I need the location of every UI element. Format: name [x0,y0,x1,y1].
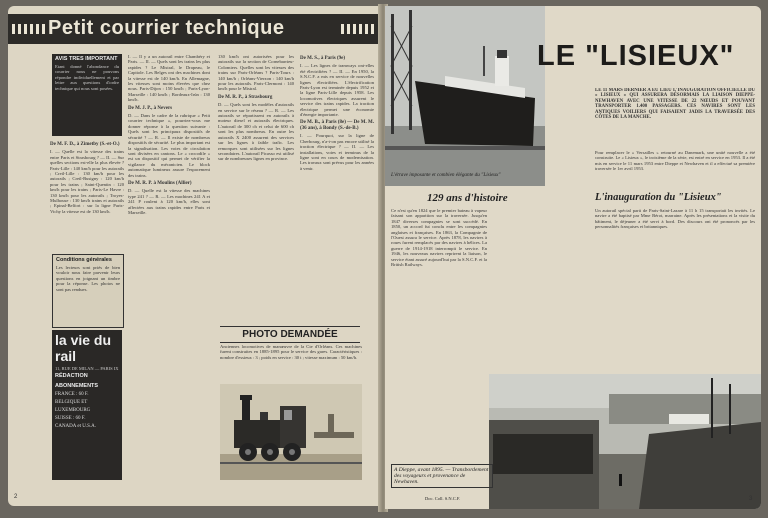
column-2-text: I. — Il y a un autorail entre Chambéry et Paris. — II. — Quels sont les trains les plus rapides ? Le Mistral, le Drapeau, le Capitole. Les Belges ont des machines dont la vitesse est de 140 km/h. En Allemagne, les vitesses sont moins élevées que chez nous. Paris-Dijon : 150 km/h ; Paris-Lyon-Marseille : 140 km/h ; Bordeaux-Irún : 130 km/h. [128,54,210,103]
history-column-1: Ce n'est qu'en 1824 que le premier bateau à vapeur faisant son apparition sur la traversée. Jusqu'en 1847 diverses compagnies se sont succédé. En 1850, un accord fut conclu entre les compagnies anglaises et françaises. En 1863, la Compagnie de l'Ouest assura le service. Après 1878, les navires à roues furent remplacés par des navires à hélices. La guerre de 1914-1918 interrompit le service. En 1946, les nouveaux navires reprirent la liaison, le service étant assuré aujourd'hui par la S.N.C.F. et la British Railways. [391,208,487,268]
column-3-text: 130 km/h ont autorisées pour les autorails sur la section de Cornebarrieu-Colomiers. Quelles sont les vitesses des trains sur Paris-Orléans ? Paris-Tours : 140 km/h ; Orléans-Vierzon : 140 km/h pour les autorails. Paris-Clermont : 140 km/h pour le Mistral. [218,54,294,92]
column-4-question: De M. S., à Paris (9e) [300,56,345,61]
inauguration-text: Un autorail spécial parti de Paris-Saint-Lazare à 11 h 15 transportait les invités. Le navire a été baptisé par Mme Bérot, marraine. Après les présentations et la visite du bâtiment, le déjeuner a été servi à bord. Des discours ont été prononcés par les personnalités françaises et britanniques. [595,208,755,230]
column-4-text-2: I. — Pourquoi, sur la ligne de Cherbourg, n'a-t-on pas encore utilisé la traction électrique ? — II. — Les installations, voies et terminus de la ligne sont en cours de modernisation. Les travaux sont prévus pour les années à venir. [300,133,374,171]
ship-caption: L'étrave imposante et combien élégante du "Lisieux" [391,172,501,178]
article-title: LE "LISIEUX" [537,40,735,72]
journal-address: 11, RUE DE MILAN — PARIS IX [55,366,119,371]
column-4-text: I. — Les lignes de tramways ont-elles été électrifiées ? — II. — En 1950, la S.N.C.F. a mis en service de nouvelles lignes électrifiées. L'électrification Paris-Lyon est terminée depuis 1952 et la ligne Paris-Lille depuis 1958. Les locomotives électriques assurent le service des trains rapides. La traction électrique permet une économie d'énergie importante. [300,63,374,118]
ship-illustration [385,6,545,186]
column-3-question: De M. R. P., à Strasbourg [218,94,273,100]
right-page [385,6,761,509]
abonnements-label: ABONNEMENTS [55,383,99,389]
column-1-content [50,140,124,250]
page-title: Petit courrier technique [48,17,285,39]
column-4-question-2: De M. B., à Paris (8e) — De M. M. (36 ans), à Bondy (S.-de-B.) [300,120,374,131]
port-photo [489,374,761,509]
avis-box-text: Etant donné l'abondance du courrier nous ne pouvons répondre individuellement et par lettre aux questions d'ordre technique qui nous sont posées. [55,64,119,91]
header-decoration-right [341,24,375,34]
column-2-text-3: D. — Quelle est la vitesse des machines type 241 ? — R. — Les machines 241 A et 241 P roulent à 120 km/h, elles sont affectées aux trains rapides entre Paris et Marseille. [128,188,210,215]
journal-name: la vie du rail [55,332,112,364]
page-number: 2 [14,494,18,500]
history-title: 129 ans d'histoire [427,192,508,204]
locomotive-illustration [220,384,362,480]
journal-box [52,330,122,480]
column-3-text-2: D. — Quels sont les modèles d'autorails en service sur le réseau ? — R. — Les autorails se répartissent en autorails à moteur diesel et autorails électriques. L'autorail de 300 ch et celui de 600 ch sont les plus nombreux. En outre les autorails X 2400 assurent des services sur les lignes à faible trafic. Les remorques sont utilisées sur les lignes secondaires. L'autorail Picasso est utilisé sur de nombreuses lignes en province. [218,102,294,162]
header-decoration-left [12,24,46,34]
history-column-2 [491,208,589,370]
tarifs-list [52,391,122,431]
tarif-item: CANADA et U.S.A. [55,424,96,429]
column-2-content [128,54,210,480]
inauguration-title: L'inauguration du "Lisieux" [595,192,722,203]
column-2-question-2: De M. R. P. à Moulins (Allier) [128,180,192,186]
column-3-content [218,54,294,320]
port-caption: A Dieppe, avant 1895. — Transbordement des voyageurs et provenance de Newhaven. [391,464,493,488]
article-text-top: Pour remplacer le « Versailles » retourné au Danemark, une unité nouvelle a été construite. Le « Lisieux », le troisième de la série, est entré en service en 1953. Il a été mis en service le 11 mars 1953 entre Dieppe et Newhaven et il a effectué sa première traversée le 1er avril 1953. [595,150,755,172]
column-1-question: De M. F. D., à Zimetby (S.-et-O.) [50,142,120,147]
locomotive-photo [220,384,362,480]
conditions-box-title: Conditions générales [56,257,112,263]
article-intro: LE 11 MARS DERNIER A EU LIEU L'INAUGURATION OFFICIELLE DU « LISIEUX » QUI ASSURERA DÉSORMAIS LA LIAISON DIEPPE-NEWHAVEN AVEC UNE VITESSE DE 22 NŒUDS ET POUVANT TRANSPORTER 1.400 PASSAGERS. CES NAVIRES SONT LES ANTIQUES VOILIERS QUI FAISAIENT JADIS LA TRAVERSÉE DES CÔTES DE LA MANCHE. [595,88,755,121]
column-2-text-2: D. — Dans le cadre de la rubrique « Petit courrier technique », pourriez-vous me donner réponse à la question suivante : Quels sont les principaux dispositifs de sécurité ? — R. — Il existe de nombreux dispositifs de sécurité. Le plus important est la signalisation. Les voies de circulation sont divisées en cantons. Le « crocodile » est un dispositif qui permet de vérifier la vigilance du mécanicien. Le block automatique lumineux assure l'espacement des trains. [128,113,210,178]
column-2-question: De M. J. P., à Nevers [128,105,173,111]
avis-box-title: AVIS TRES IMPORTANT [55,56,118,62]
port-illustration [489,374,761,509]
conditions-box [52,254,124,328]
column-1-text: I. — Quelle est la vitesse des trains entre Paris et Strasbourg ? — II. — Sur quelles sections est-elle la plus élevée ? Paris-Lille : 140 km/h pour les autorails ; Creil-Lille : 130 km/h pour les autorails ; Creil-Busigny : 120 km/h pour les trains ; Saint-Quentin : 120 km/h pour les trains ; Paris-Le Havre : 130 km/h pour les autorails ; Troyes-Mulhouse : 130 km/h trains et autorails ; Epinal-Belfort : sur la ligne Paris-Vichy la vitesse est de 130 km/h. [50,149,124,214]
column-4-content [300,54,374,320]
port-credit: Doc. Coll. S.N.C.F. [425,496,461,501]
tarif-item: BELGIQUE ET LUXEMBOURG [55,400,91,413]
header-band [8,14,382,44]
avis-box [52,54,122,136]
left-page [8,6,382,506]
ship-photo [385,6,545,186]
tarif-item: FRANCE : 60 F. [55,392,89,397]
page-number: 3 [749,496,753,502]
photo-demandee-title: PHOTO DEMANDÉE [220,326,360,343]
conditions-box-text: Les lecteurs sont priés de bien vouloir nous faire parvenir leurs questions en joignant un timbre pour la réponse. Les photos ne sont pas rendues. [56,265,120,292]
redaction-label: RÉDACTION [55,373,88,379]
photo-demandee-text: Anciennes locomotives de manœuvre de la Cie d'Orléans. Ces machines furent construites en 1885-1895 pour le service des gares. Caractéristiques : nombre d'essieux : 3 ; poids en service : 30 t ; vitesse maximum : 50 km/h. [220,344,362,360]
tarif-item: SUISSE : 60 F. [55,416,86,421]
